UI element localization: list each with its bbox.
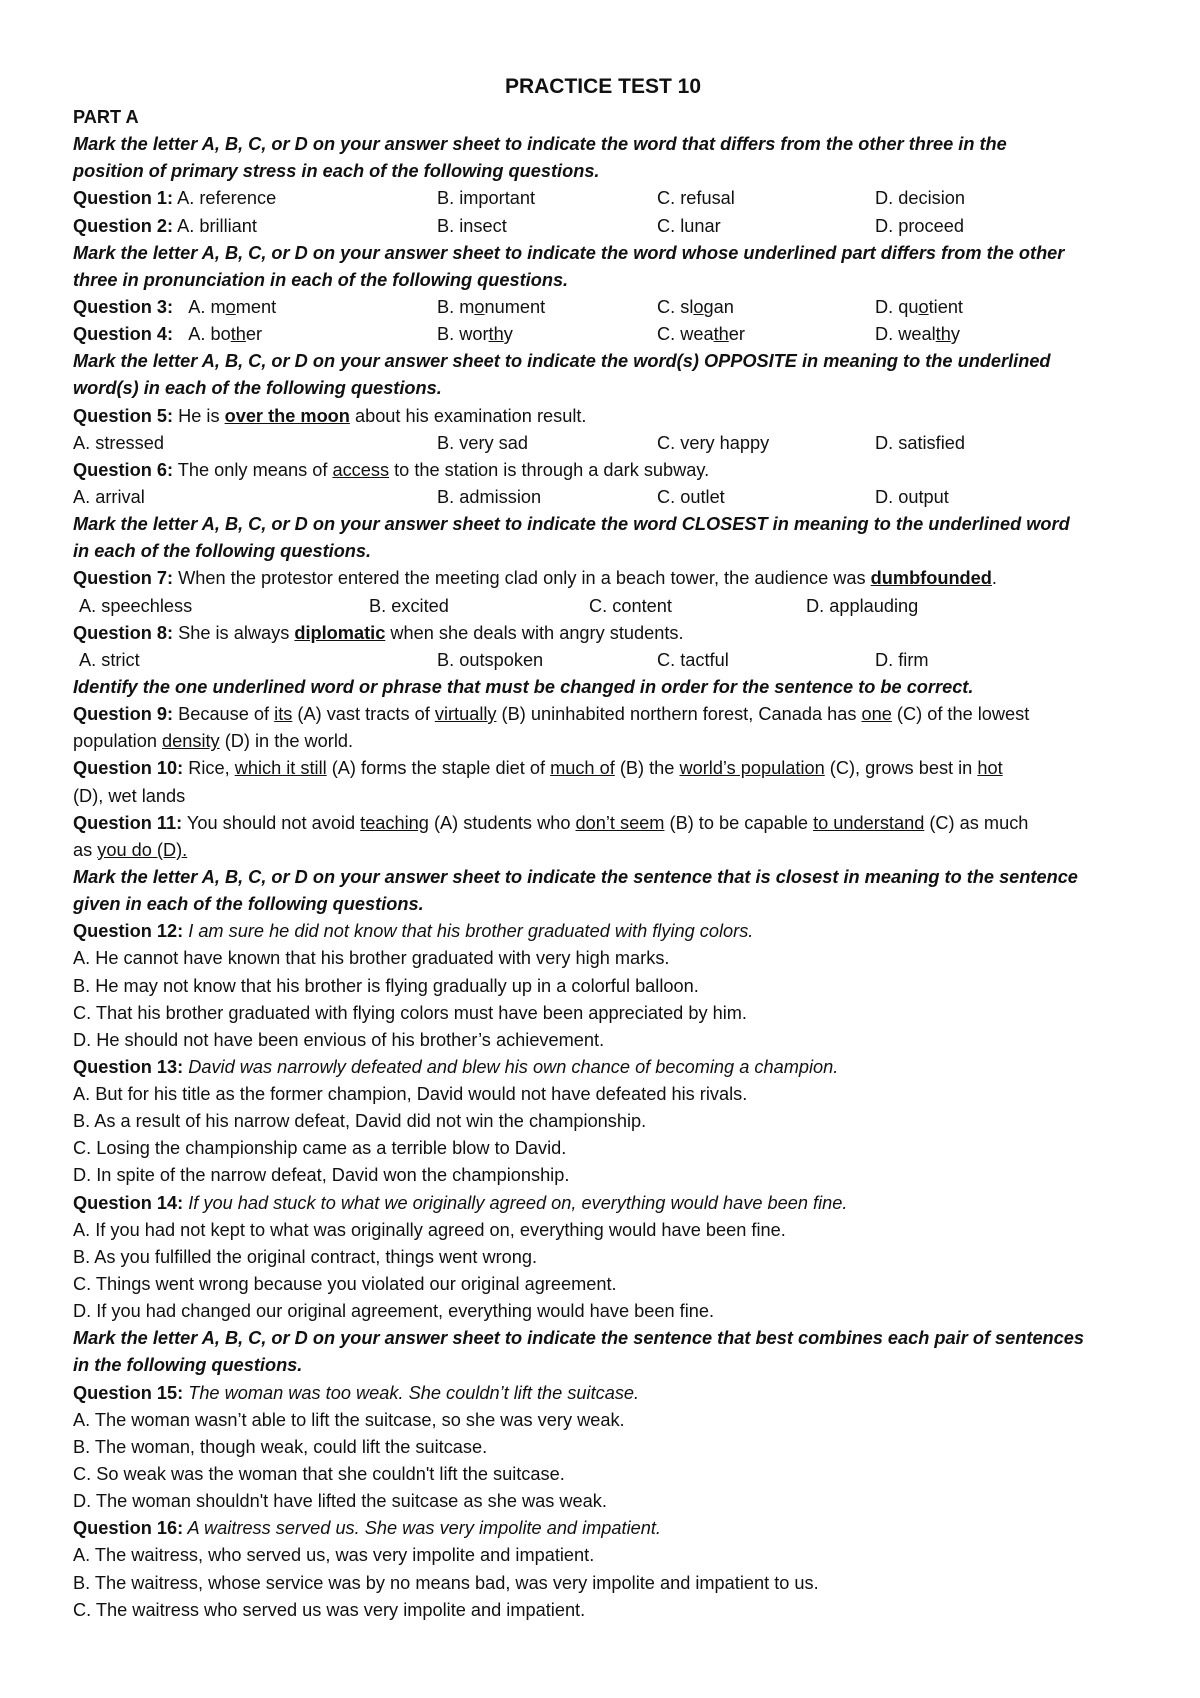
question-11-line-1: Question 11: You should not avoid teaching (A) students who don’t seem (B) to be capable to understand (C) as much bbox=[73, 812, 1029, 833]
option-d: D. In spite of the narrow defeat, David won the championship. bbox=[73, 1165, 570, 1186]
option-c: C. The waitress who served us was very impolite and impatient. bbox=[73, 1599, 586, 1620]
option-b: B. excited bbox=[369, 595, 449, 616]
question-14-stem: Question 14: If you had stuck to what we originally agreed on, everything would have been fine. bbox=[73, 1192, 848, 1213]
option-a: A. reference bbox=[177, 188, 277, 209]
option-c: C. outlet bbox=[657, 486, 725, 507]
option-b: B. outspoken bbox=[437, 649, 544, 670]
question-7-stem: Question 7: When the protestor entered the meeting clad only in a beach tower, the audience was dumbfounded. bbox=[73, 568, 997, 589]
question-4 bbox=[73, 321, 1133, 348]
instruction-pronunciation-line-2: three in pronunciation in each of the following questions. bbox=[73, 269, 569, 290]
question-label: Question 4: bbox=[73, 324, 174, 345]
option-b: B. important bbox=[437, 188, 536, 209]
option-c: C. So weak was the woman that she couldn't lift the suitcase. bbox=[73, 1464, 565, 1485]
question-label: Question 6: bbox=[73, 459, 174, 480]
option-b: B. The waitress, whose service was by no means bad, was very impolite and impatient to us. bbox=[73, 1572, 819, 1593]
instruction-meaning-line-2: given in each of the following questions. bbox=[73, 894, 424, 915]
question-6-stem: Question 6: The only means of access to the station is through a dark subway. bbox=[73, 459, 710, 480]
option-d: D. proceed bbox=[875, 215, 964, 236]
option-c: C. refusal bbox=[657, 188, 735, 209]
instruction-meaning-line-1: Mark the letter A, B, C, or D on your answer sheet to indicate the sentence that is closest in meaning to the sentence bbox=[73, 866, 1078, 887]
instruction-identify: Identify the one underlined word or phrase that must be changed in order for the sentence to be correct. bbox=[73, 676, 974, 697]
option-c: C. content bbox=[589, 595, 672, 616]
document-page bbox=[73, 70, 1133, 1624]
instruction-opposite-line-2: word(s) in each of the following questions. bbox=[73, 378, 442, 399]
question-label: Question 14: bbox=[73, 1192, 184, 1213]
underlined-phrase: dumbfounded bbox=[870, 568, 992, 589]
question-8-stem: Question 8: She is always diplomatic when she deals with angry students. bbox=[73, 622, 684, 643]
instruction-combine-line-2: in the following questions. bbox=[73, 1355, 303, 1376]
option-b: B. The woman, though weak, could lift the suitcase. bbox=[73, 1436, 488, 1457]
option-c: C. slogan bbox=[657, 296, 734, 317]
option-a: A. stressed bbox=[73, 432, 164, 453]
question-3 bbox=[73, 294, 1133, 321]
option-c: C. weather bbox=[657, 324, 745, 345]
underlined-phrase: over the moon bbox=[224, 405, 350, 426]
option-b: B. monument bbox=[437, 296, 546, 317]
option-b: B. As you fulfilled the original contract, things went wrong. bbox=[73, 1246, 538, 1267]
instruction-pronunciation-line-1: Mark the letter A, B, C, or D on your answer sheet to indicate the word whose underlined part differs from the other bbox=[73, 242, 1065, 263]
option-a: A. bother bbox=[188, 324, 263, 345]
question-label: Question 9: bbox=[73, 704, 174, 725]
option-d: D. The woman shouldn't have lifted the suitcase as she was weak. bbox=[73, 1491, 607, 1512]
question-label: Question 5: bbox=[73, 405, 174, 426]
option-a: A. The waitress, who served us, was very impolite and impatient. bbox=[73, 1545, 595, 1566]
underlined-phrase: diplomatic bbox=[294, 622, 386, 643]
question-1 bbox=[73, 185, 1133, 212]
option-a: A. arrival bbox=[73, 486, 145, 507]
option-d: D. output bbox=[875, 486, 949, 507]
question-2 bbox=[73, 213, 1133, 240]
option-d: D. applauding bbox=[806, 595, 919, 616]
option-a: A. The woman wasn’t able to lift the suitcase, so she was very weak. bbox=[73, 1409, 625, 1430]
question-12-stem: Question 12: I am sure he did not know that his brother graduated with flying colors. bbox=[73, 921, 754, 942]
question-10-line-2: (D), wet lands bbox=[73, 785, 186, 806]
option-b: B. admission bbox=[437, 486, 542, 507]
option-d: D. He should not have been envious of his brother’s achievement. bbox=[73, 1029, 605, 1050]
question-label: Question 15: bbox=[73, 1382, 184, 1403]
option-d: D. If you had changed our original agreement, everything would have been fine. bbox=[73, 1301, 715, 1322]
option-b: B. insect bbox=[437, 215, 507, 236]
page-title: PRACTICE TEST 10 bbox=[504, 75, 702, 98]
question-label: Question 8: bbox=[73, 622, 174, 643]
option-b: B. As a result of his narrow defeat, David did not win the championship. bbox=[73, 1111, 647, 1132]
question-5-options bbox=[73, 430, 1133, 457]
option-c: C. very happy bbox=[657, 432, 770, 453]
question-label: Question 3: bbox=[73, 296, 174, 317]
option-b: B. very sad bbox=[437, 432, 528, 453]
underlined-phrase: access bbox=[332, 459, 390, 480]
instruction-closest-line-1: Mark the letter A, B, C, or D on your answer sheet to indicate the word CLOSEST in meaning to the underlined word bbox=[73, 514, 1070, 535]
option-c: C. tactful bbox=[657, 649, 729, 670]
option-d: D. quotient bbox=[875, 296, 963, 317]
option-d: D. firm bbox=[875, 649, 929, 670]
instruction-opposite-line-1: Mark the letter A, B, C, or D on your answer sheet to indicate the word(s) OPPOSITE in meaning to the underlined bbox=[73, 351, 1051, 372]
instruction-closest-line-2: in each of the following questions. bbox=[73, 541, 372, 562]
question-label: Question 11: bbox=[73, 812, 183, 833]
question-5-stem: Question 5: He is over the moon about his examination result. bbox=[73, 405, 587, 426]
question-label: Question 7: bbox=[73, 568, 174, 589]
option-c: C. Things went wrong because you violated our original agreement. bbox=[73, 1274, 617, 1295]
question-10-line-1: Question 10: Rice, which it still (A) forms the staple diet of much of (B) the world’s population (C), grows best in hot bbox=[73, 758, 1003, 779]
question-label: Question 12: bbox=[73, 921, 184, 942]
question-label: Question 2: bbox=[73, 215, 174, 236]
instruction-stress-line-2: position of primary stress in each of the following questions. bbox=[73, 161, 600, 182]
option-a: A. If you had not kept to what was originally agreed on, everything would have been fine. bbox=[73, 1219, 786, 1240]
question-9-line-1: Question 9: Because of its (A) vast tracts of virtually (B) uninhabited northern forest, Canada has one (C) of the lowest bbox=[73, 704, 1030, 725]
option-c: C. That his brother graduated with flying colors must have been appreciated by him. bbox=[73, 1002, 747, 1023]
option-a: A. He cannot have known that his brother graduated with very high marks. bbox=[73, 948, 670, 969]
instruction-combine-line-1: Mark the letter A, B, C, or D on your answer sheet to indicate the sentence that best combines each pair of sentences bbox=[73, 1328, 1085, 1349]
option-a: A. moment bbox=[188, 296, 277, 317]
option-d: D. wealthy bbox=[875, 324, 960, 345]
option-a: A. brilliant bbox=[177, 215, 257, 236]
option-a: A. But for his title as the former champion, David would not have defeated his rivals. bbox=[73, 1084, 748, 1105]
question-label: Question 10: bbox=[73, 758, 184, 779]
question-label: Question 13: bbox=[73, 1056, 184, 1077]
option-d: D. decision bbox=[875, 188, 965, 209]
option-c: C. lunar bbox=[657, 215, 721, 236]
option-a: A. strict bbox=[79, 649, 140, 670]
instruction-stress-line-1: Mark the letter A, B, C, or D on your answer sheet to indicate the word that differs from the other three in the bbox=[73, 134, 1007, 155]
question-16-stem: Question 16: A waitress served us. She was very impolite and impatient. bbox=[73, 1518, 661, 1539]
question-15-stem: Question 15: The woman was too weak. She couldn’t lift the suitcase. bbox=[73, 1382, 640, 1403]
question-8-options bbox=[73, 647, 1133, 674]
question-label: Question 16: bbox=[73, 1518, 184, 1539]
option-b: B. He may not know that his brother is flying gradually up in a colorful balloon. bbox=[73, 975, 699, 996]
question-13-stem: Question 13: David was narrowly defeated and blew his own chance of becoming a champion. bbox=[73, 1056, 839, 1077]
option-a: A. speechless bbox=[79, 595, 193, 616]
part-heading: PART A bbox=[73, 107, 139, 127]
option-d: D. satisfied bbox=[875, 432, 965, 453]
option-b: B. worthy bbox=[437, 324, 513, 345]
option-c: C. Losing the championship came as a terrible blow to David. bbox=[73, 1138, 567, 1159]
question-6-options bbox=[73, 484, 1133, 511]
question-7-options bbox=[73, 593, 1133, 620]
question-9-line-2: population density (D) in the world. bbox=[73, 731, 354, 752]
question-11-line-2: as you do (D). bbox=[73, 839, 188, 860]
question-label: Question 1: bbox=[73, 188, 174, 209]
